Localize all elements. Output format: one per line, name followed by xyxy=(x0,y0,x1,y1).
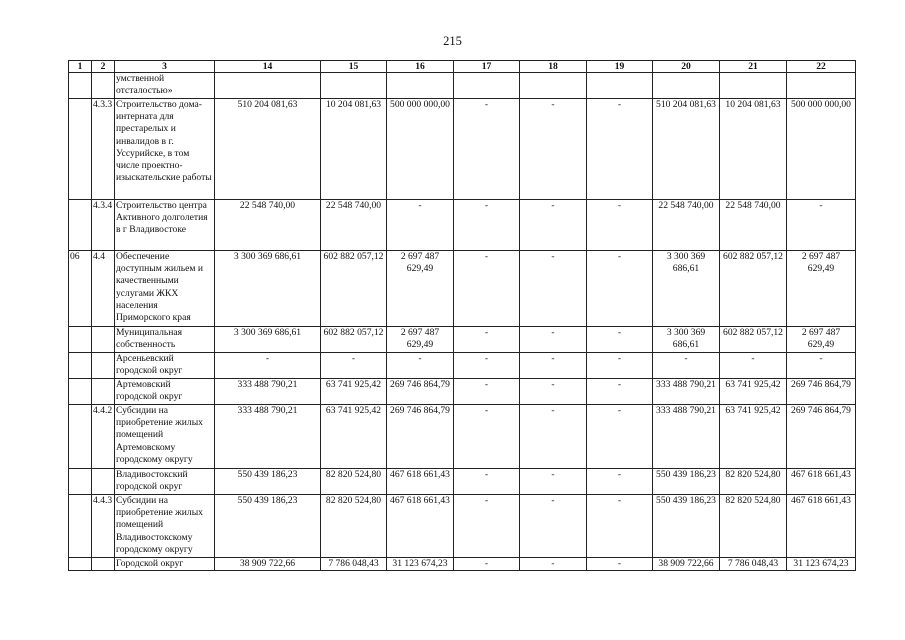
column-header: 1 xyxy=(69,61,92,73)
amount-cell: - xyxy=(587,495,653,558)
amount-cell: - xyxy=(454,200,520,251)
index-cell xyxy=(92,353,115,379)
amount-cell: - xyxy=(520,558,587,571)
column-header: 21 xyxy=(720,61,787,73)
amount-cell: 31 123 674,23 xyxy=(787,558,856,571)
amount-cell: 467 618 661,43 xyxy=(787,469,856,495)
amount-cell: 31 123 674,23 xyxy=(387,558,454,571)
amount-cell: 63 741 925,42 xyxy=(321,379,387,405)
code-cell xyxy=(69,99,92,200)
amount-cell: 510 204 081,63 xyxy=(653,99,720,200)
amount-cell: 82 820 524,80 xyxy=(321,469,387,495)
name-cell: Субсидии на приобретение жилых помещений Артемовскому городскому округу xyxy=(115,405,215,469)
amount-cell xyxy=(454,73,520,99)
amount-cell: - xyxy=(587,469,653,495)
amount-cell: 269 746 864,79 xyxy=(787,405,856,469)
code-cell xyxy=(69,327,92,353)
table-row xyxy=(69,251,856,327)
name-cell: Арсеньевский городской округ xyxy=(115,353,215,379)
amount-cell: 22 548 740,00 xyxy=(215,200,321,251)
code-cell xyxy=(69,558,92,571)
amount-cell: - xyxy=(454,495,520,558)
header-row xyxy=(69,61,856,73)
column-header: 17 xyxy=(454,61,520,73)
amount-cell: - xyxy=(787,200,856,251)
amount-cell: - xyxy=(520,379,587,405)
amount-cell: 2 697 487 629,49 xyxy=(787,327,856,353)
budget-table xyxy=(68,60,856,571)
amount-cell: 63 741 925,42 xyxy=(321,405,387,469)
column-header: 19 xyxy=(587,61,653,73)
amount-cell: 333 488 790,21 xyxy=(215,379,321,405)
amount-cell: - xyxy=(520,251,587,327)
code-cell xyxy=(69,469,92,495)
page-number: 215 xyxy=(443,34,462,48)
amount-cell: 333 488 790,21 xyxy=(653,405,720,469)
amount-cell: 2 697 487 629,49 xyxy=(787,251,856,327)
amount-cell: - xyxy=(454,327,520,353)
amount-cell xyxy=(215,73,321,99)
amount-cell: - xyxy=(587,405,653,469)
amount-cell: - xyxy=(587,200,653,251)
amount-cell: 3 300 369 686,61 xyxy=(215,251,321,327)
table-row xyxy=(69,379,856,405)
amount-cell: - xyxy=(587,379,653,405)
amount-cell: 10 204 081,63 xyxy=(321,99,387,200)
amount-cell: - xyxy=(454,99,520,200)
name-cell: Артемовский городской округ xyxy=(115,379,215,405)
amount-cell: 82 820 524,80 xyxy=(720,495,787,558)
amount-cell: 38 909 722,66 xyxy=(215,558,321,571)
amount-cell: 2 697 487 629,49 xyxy=(387,251,454,327)
index-cell: 4.4.2 xyxy=(92,405,115,469)
amount-cell: - xyxy=(387,200,454,251)
amount-cell: 602 882 057,12 xyxy=(321,251,387,327)
amount-cell: - xyxy=(653,353,720,379)
amount-cell: 550 439 186,23 xyxy=(653,469,720,495)
table-row xyxy=(69,495,856,558)
column-header: 18 xyxy=(520,61,587,73)
code-cell xyxy=(69,379,92,405)
index-cell xyxy=(92,558,115,571)
amount-cell: - xyxy=(520,495,587,558)
amount-cell: 500 000 000,00 xyxy=(787,99,856,200)
column-header: 16 xyxy=(387,61,454,73)
amount-cell: 333 488 790,21 xyxy=(215,405,321,469)
name-cell: Строительство центра Активного долголетия в г Владивостоке xyxy=(115,200,215,251)
amount-cell xyxy=(787,73,856,99)
amount-cell: - xyxy=(520,99,587,200)
index-cell: 4.3.3 xyxy=(92,99,115,200)
amount-cell: 602 882 057,12 xyxy=(720,251,787,327)
amount-cell xyxy=(321,73,387,99)
amount-cell: 500 000 000,00 xyxy=(387,99,454,200)
amount-cell: 3 300 369 686,61 xyxy=(215,327,321,353)
index-cell: 4.3.4 xyxy=(92,200,115,251)
index-cell xyxy=(92,73,115,99)
table-row xyxy=(69,200,856,251)
index-cell: 4.4 xyxy=(92,251,115,327)
amount-cell: 22 548 740,00 xyxy=(720,200,787,251)
amount-cell: - xyxy=(454,379,520,405)
amount-cell: - xyxy=(454,405,520,469)
amount-cell: - xyxy=(520,353,587,379)
column-header: 15 xyxy=(321,61,387,73)
amount-cell: 602 882 057,12 xyxy=(720,327,787,353)
table-row xyxy=(69,73,856,99)
code-cell xyxy=(69,200,92,251)
amount-cell: 467 618 661,43 xyxy=(387,469,454,495)
amount-cell: 7 786 048,43 xyxy=(321,558,387,571)
name-cell: Обеспечение доступным жильем и качественными услугами ЖКХ населения Приморского края xyxy=(115,251,215,327)
table-row xyxy=(69,353,856,379)
amount-cell xyxy=(587,73,653,99)
name-cell: Муниципальная собственность xyxy=(115,327,215,353)
amount-cell: 467 618 661,43 xyxy=(387,495,454,558)
table-row xyxy=(69,99,856,200)
name-cell: Строительство дома-интерната для престарелых и инвалидов в г. Уссурийске, в том числе проектно-изыскательские работы xyxy=(115,99,215,200)
amount-cell xyxy=(520,73,587,99)
index-cell xyxy=(92,327,115,353)
amount-cell: 3 300 369 686,61 xyxy=(653,251,720,327)
amount-cell: 269 746 864,79 xyxy=(387,379,454,405)
amount-cell: - xyxy=(454,558,520,571)
amount-cell: - xyxy=(520,405,587,469)
index-cell xyxy=(92,379,115,405)
amount-cell: 7 786 048,43 xyxy=(720,558,787,571)
amount-cell: 63 741 925,42 xyxy=(720,379,787,405)
amount-cell: - xyxy=(321,353,387,379)
amount-cell: 2 697 487 629,49 xyxy=(387,327,454,353)
amount-cell: - xyxy=(520,200,587,251)
table-row xyxy=(69,469,856,495)
amount-cell: 269 746 864,79 xyxy=(787,379,856,405)
column-header: 3 xyxy=(115,61,215,73)
amount-cell: - xyxy=(720,353,787,379)
name-cell: умственной отсталостью» xyxy=(115,73,215,99)
amount-cell: - xyxy=(387,353,454,379)
amount-cell: 22 548 740,00 xyxy=(321,200,387,251)
amount-cell: 550 439 186,23 xyxy=(215,495,321,558)
amount-cell: - xyxy=(587,327,653,353)
amount-cell: 269 746 864,79 xyxy=(387,405,454,469)
amount-cell: 602 882 057,12 xyxy=(321,327,387,353)
name-cell: Владивостокский городской округ xyxy=(115,469,215,495)
index-cell xyxy=(92,469,115,495)
amount-cell xyxy=(720,73,787,99)
table-row xyxy=(69,405,856,469)
amount-cell: - xyxy=(587,558,653,571)
amount-cell: 63 741 925,42 xyxy=(720,405,787,469)
amount-cell: - xyxy=(587,99,653,200)
amount-cell: 22 548 740,00 xyxy=(653,200,720,251)
amount-cell: 10 204 081,63 xyxy=(720,99,787,200)
amount-cell: - xyxy=(587,251,653,327)
amount-cell xyxy=(653,73,720,99)
amount-cell: - xyxy=(587,353,653,379)
name-cell: Субсидии на приобретение жилых помещений Владивостокскому городскому округу xyxy=(115,495,215,558)
column-header: 22 xyxy=(787,61,856,73)
column-header: 14 xyxy=(215,61,321,73)
code-cell xyxy=(69,495,92,558)
code-cell: 06 xyxy=(69,251,92,327)
amount-cell xyxy=(387,73,454,99)
amount-cell: 550 439 186,23 xyxy=(215,469,321,495)
code-cell xyxy=(69,405,92,469)
amount-cell: 333 488 790,21 xyxy=(653,379,720,405)
amount-cell: - xyxy=(454,353,520,379)
name-cell: Городской округ xyxy=(115,558,215,571)
amount-cell: 550 439 186,23 xyxy=(653,495,720,558)
amount-cell: - xyxy=(520,327,587,353)
amount-cell: 3 300 369 686,61 xyxy=(653,327,720,353)
code-cell xyxy=(69,353,92,379)
table-row xyxy=(69,558,856,571)
amount-cell: - xyxy=(787,353,856,379)
amount-cell: - xyxy=(215,353,321,379)
amount-cell: 467 618 661,43 xyxy=(787,495,856,558)
index-cell: 4.4.3 xyxy=(92,495,115,558)
column-header: 20 xyxy=(653,61,720,73)
table-row xyxy=(69,327,856,353)
amount-cell: 510 204 081,63 xyxy=(215,99,321,200)
code-cell xyxy=(69,73,92,99)
amount-cell: 82 820 524,80 xyxy=(321,495,387,558)
amount-cell: - xyxy=(454,469,520,495)
amount-cell: 38 909 722,66 xyxy=(653,558,720,571)
amount-cell: - xyxy=(454,251,520,327)
amount-cell: 82 820 524,80 xyxy=(720,469,787,495)
column-header: 2 xyxy=(92,61,115,73)
amount-cell: - xyxy=(520,469,587,495)
